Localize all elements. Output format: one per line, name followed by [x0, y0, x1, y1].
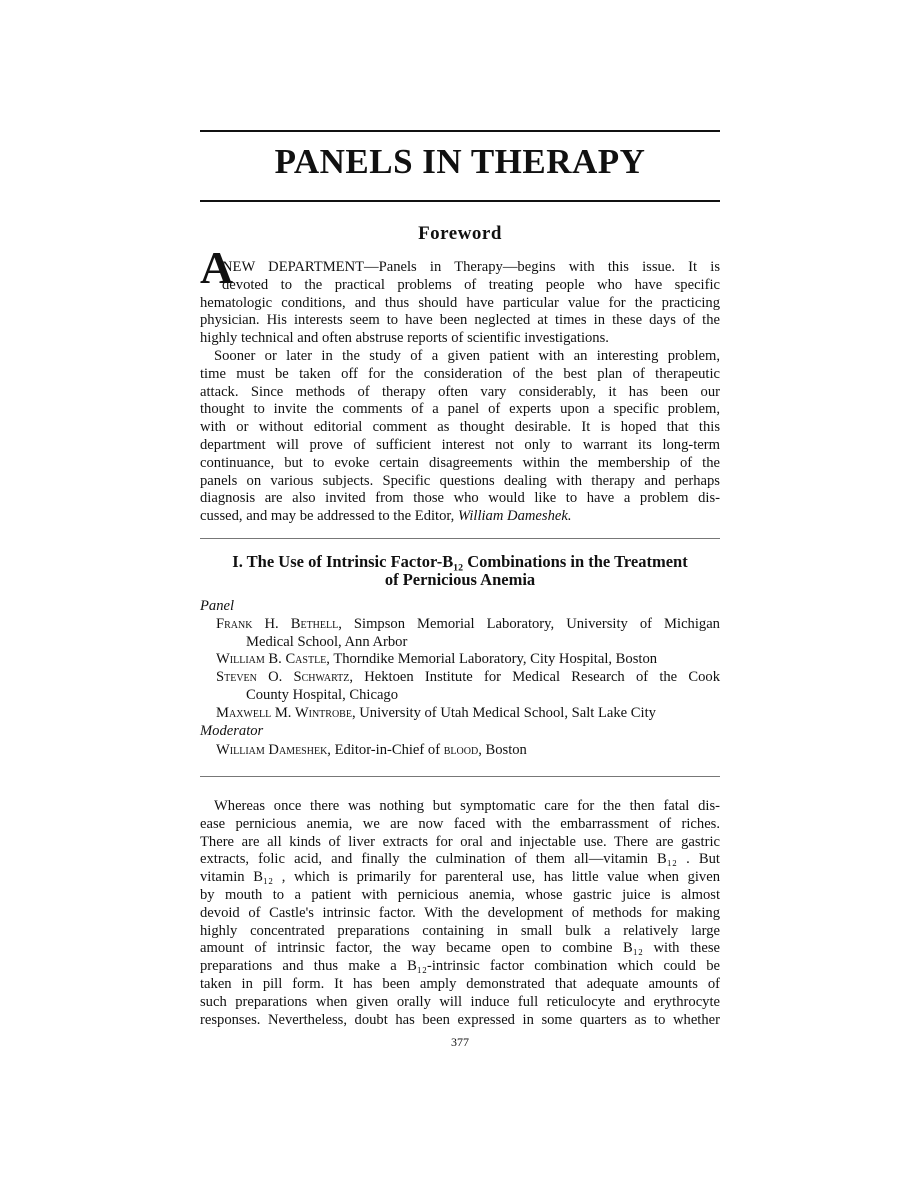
drop-cap: A	[200, 242, 234, 293]
text-line: amount of intrinsic factor, the way became open to combine B₁₂ with these	[200, 940, 720, 957]
panel-label-line	[200, 598, 720, 616]
text-line: ease pernicious anemia, we are now faced with the embarrassment of riches.	[200, 815, 720, 832]
text-line: time must be taken off for the consideration of the best plan of therapeutic	[200, 365, 720, 382]
text-line: preparations and thus make a B₁₂-intrinsic factor combination which could be	[200, 958, 720, 975]
text-line: physician. His interests seem to have been neglected at times in these days of the	[200, 312, 720, 329]
panelist-name: Steven O. Schwartz	[216, 669, 350, 686]
panel-label: Panel	[200, 598, 235, 614]
foreword-heading: Foreword	[418, 223, 502, 244]
text-line: There are all kinds of liver extracts for oral and injectable use. There are gastric	[200, 833, 720, 850]
title-bottom-rule	[200, 200, 720, 202]
editor-signature: William Dameshek.	[457, 508, 572, 525]
text-line	[200, 508, 720, 526]
panel-divider	[200, 776, 720, 777]
panelist-entry	[200, 651, 720, 669]
panelist-affiliation: , Simpson Memorial Laboratory, University of Michigan	[338, 615, 720, 632]
moderator-label-line	[200, 723, 720, 741]
text-line: with or without editorial comment as thought desirable. It is hoped that this	[200, 419, 720, 436]
text-line: extracts, folic acid, and finally the culmination of them all—vitamin B₁₂ . But	[200, 851, 720, 868]
text-line: attack. Since methods of therapy often vary considerably, it has been our	[200, 383, 720, 400]
section-divider	[200, 538, 720, 539]
top-rule	[200, 130, 720, 132]
panelist-affiliation-continued: Medical School, Ann Arbor	[246, 633, 408, 650]
text-line: devoted to the practical problems of treating people who have specific	[222, 276, 720, 293]
panel-list	[200, 598, 720, 760]
text-line: diagnosis are also invited from those who would like to have a problem dis-	[200, 490, 720, 507]
text-line: taken in pill form. It has been amply demonstrated that adequate amounts of	[200, 975, 720, 992]
moderator-label: Moderator	[200, 722, 264, 739]
panelist-affiliation-continued: County Hospital, Chicago	[246, 686, 399, 703]
page-number: 377	[451, 1035, 469, 1049]
panelist-entry	[200, 669, 720, 687]
panelist-name: Maxwell M. Wintrobe	[216, 704, 352, 721]
text-line: devoid of Castle's intrinsic factor. With the development of methods for making	[200, 904, 720, 921]
text-line: hematologic conditions, and thus should have particular value for the practicing	[200, 294, 720, 311]
section-heading-line: I. The Use of Intrinsic Factor-B₁₂ Combinations in the Treatment	[232, 552, 688, 571]
moderator-name: William Dameshek	[216, 742, 328, 759]
body-text	[200, 798, 720, 1029]
foreword-text	[200, 259, 720, 526]
page-title: PANELS IN THERAPY	[274, 142, 646, 181]
text-line: continuance, but to evoke certain disagreements within the membership of the	[200, 454, 720, 471]
section-heading-line: of Pernicious Anemia	[384, 570, 536, 589]
panelist-entry	[200, 616, 720, 634]
panelist-entry	[200, 705, 720, 723]
text-line: cussed, and may be addressed to the Editor,	[200, 508, 458, 525]
journal-name: blood	[443, 742, 479, 759]
panelist-name: Frank H. Bethell	[216, 615, 339, 632]
text-line: panels on various subjects. Specific questions dealing with therapy and perhaps	[200, 472, 720, 489]
text-line: responses. Nevertheless, doubt has been expressed in some quarters as to whether	[200, 1011, 720, 1028]
moderator-entry	[200, 742, 720, 760]
section-heading	[200, 553, 720, 589]
text-line: highly concentrated preparations containing in small bulk a relatively large	[200, 922, 720, 939]
text-line: such preparations when given orally will induce full reticulocyte and erythrocyte	[200, 993, 720, 1010]
text-line: thought to invite the comments of a panel of experts upon a specific problem,	[200, 401, 720, 418]
text-line: Sooner or later in the study of a given patient with an interesting problem,	[214, 347, 720, 364]
panelist-affiliation: , University of Utah Medical School, Salt Lake City	[351, 704, 656, 721]
panelist-affiliation: , Thorndike Memorial Laboratory, City Hospital, Boston	[326, 651, 658, 668]
text-line: Whereas once there was nothing but symptomatic care for the then fatal dis-	[214, 798, 720, 814]
panelist-affiliation: , Hektoen Institute for Medical Research of the Cook	[349, 669, 720, 686]
moderator-affiliation: , Boston	[478, 742, 527, 759]
moderator-affiliation: , Editor-in-Chief of	[327, 742, 444, 759]
text-line: vitamin B₁₂ , which is primarily for parenteral use, has little value when given	[200, 869, 720, 886]
panelist-name: William B. Castle	[216, 651, 327, 668]
text-line: department will prove of sufficient interest not only to warrant its long-term	[200, 436, 720, 453]
text-line: highly technical and often abstruse reports of scientific investigations.	[200, 330, 609, 347]
text-line: NEW DEPARTMENT—Panels in Therapy—begins with this issue. It is	[222, 259, 720, 275]
text-line: by mouth to a patient with pernicious anemia, whose gastric juice is almost	[200, 886, 720, 903]
